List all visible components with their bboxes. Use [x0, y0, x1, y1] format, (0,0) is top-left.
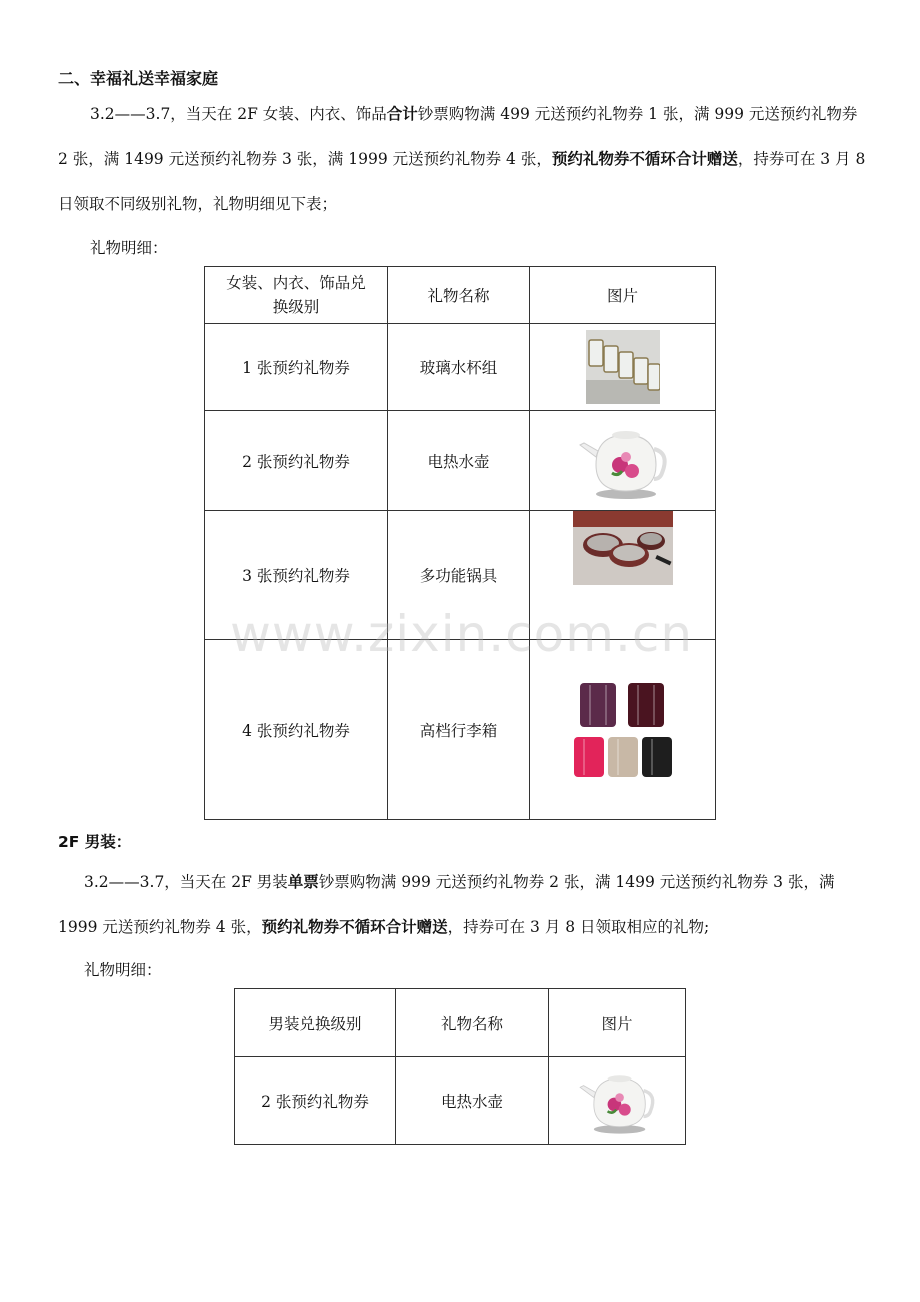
- promo-paragraph-men: 3.2——3.7，当天在 2F 男装单票钞票购物满 999 元送预约礼物券 2 张，满 1499 元送预约礼物券 3 张，满 1999 元送预约礼物券 4 张，预约礼物券不循环合计赠送，持券可在 3 月 8 日领取相应的礼物;: [58, 873, 835, 936]
- table-row: [205, 640, 716, 820]
- electric-kettle-image: [574, 421, 672, 501]
- table-row: [205, 411, 716, 511]
- image-cell: [530, 411, 716, 511]
- level-cell: 3 张预约礼物券: [205, 511, 388, 640]
- gift-detail-label: 礼物明细：: [90, 239, 168, 257]
- watermark: www.zixin.com.cn: [230, 605, 694, 663]
- promo-paragraph: 3.2——3.7，当天在 2F 女装、内衣、饰品合计钞票购物满 499 元送预约礼物券 1 张，满 999 元送预约礼物券 2 张，满 1499 元送预约礼物券 3 张，满 1999 元送预约礼物券 4 张，预约礼物券不循环合计赠送，持券可在 3 月 8 日领取不同级别礼物，礼物明细见下表；: [58, 105, 866, 213]
- glass-cups-image: [586, 330, 660, 404]
- level-cell: 1 张预约礼物券: [205, 324, 388, 411]
- image-cell: [530, 640, 716, 820]
- electric-kettle-image: [575, 1065, 659, 1137]
- cookware-set-image: [573, 511, 673, 585]
- image-cell: [530, 324, 716, 411]
- table-header-row: [205, 267, 716, 324]
- header-level: 男装兑换级别: [235, 989, 396, 1057]
- level-cell: 4 张预约礼物券: [205, 640, 388, 820]
- level-cell: 2 张预约礼物券: [205, 411, 388, 511]
- gift-cell: 电热水壶: [396, 1057, 549, 1145]
- section-heading-men: 2F 男装：: [58, 833, 132, 851]
- header-gift-name: 礼物名称: [396, 989, 549, 1057]
- section-heading: 二、幸福礼送幸福家庭: [58, 69, 219, 88]
- gift-detail-label-men: 礼物明细：: [84, 961, 162, 979]
- gift-cell: 玻璃水杯组: [388, 324, 530, 411]
- gift-cell: 高档行李箱: [388, 640, 530, 820]
- header-level: 女装、内衣、饰品兑换级别: [205, 267, 388, 324]
- gift-cell: 电热水壶: [388, 411, 530, 511]
- men-gift-table: [234, 988, 686, 1145]
- header-image: 图片: [530, 267, 716, 324]
- header-image: 图片: [549, 989, 686, 1057]
- table-header-row: [235, 989, 686, 1057]
- luggage-image: [568, 675, 678, 785]
- gift-cell: 多功能锅具: [388, 511, 530, 640]
- table-row: [235, 1057, 686, 1145]
- image-cell: [549, 1057, 686, 1145]
- header-gift-name: 礼物名称: [388, 267, 530, 324]
- women-gift-table: [204, 266, 716, 820]
- level-cell: 2 张预约礼物券: [235, 1057, 396, 1145]
- table-row: [205, 324, 716, 411]
